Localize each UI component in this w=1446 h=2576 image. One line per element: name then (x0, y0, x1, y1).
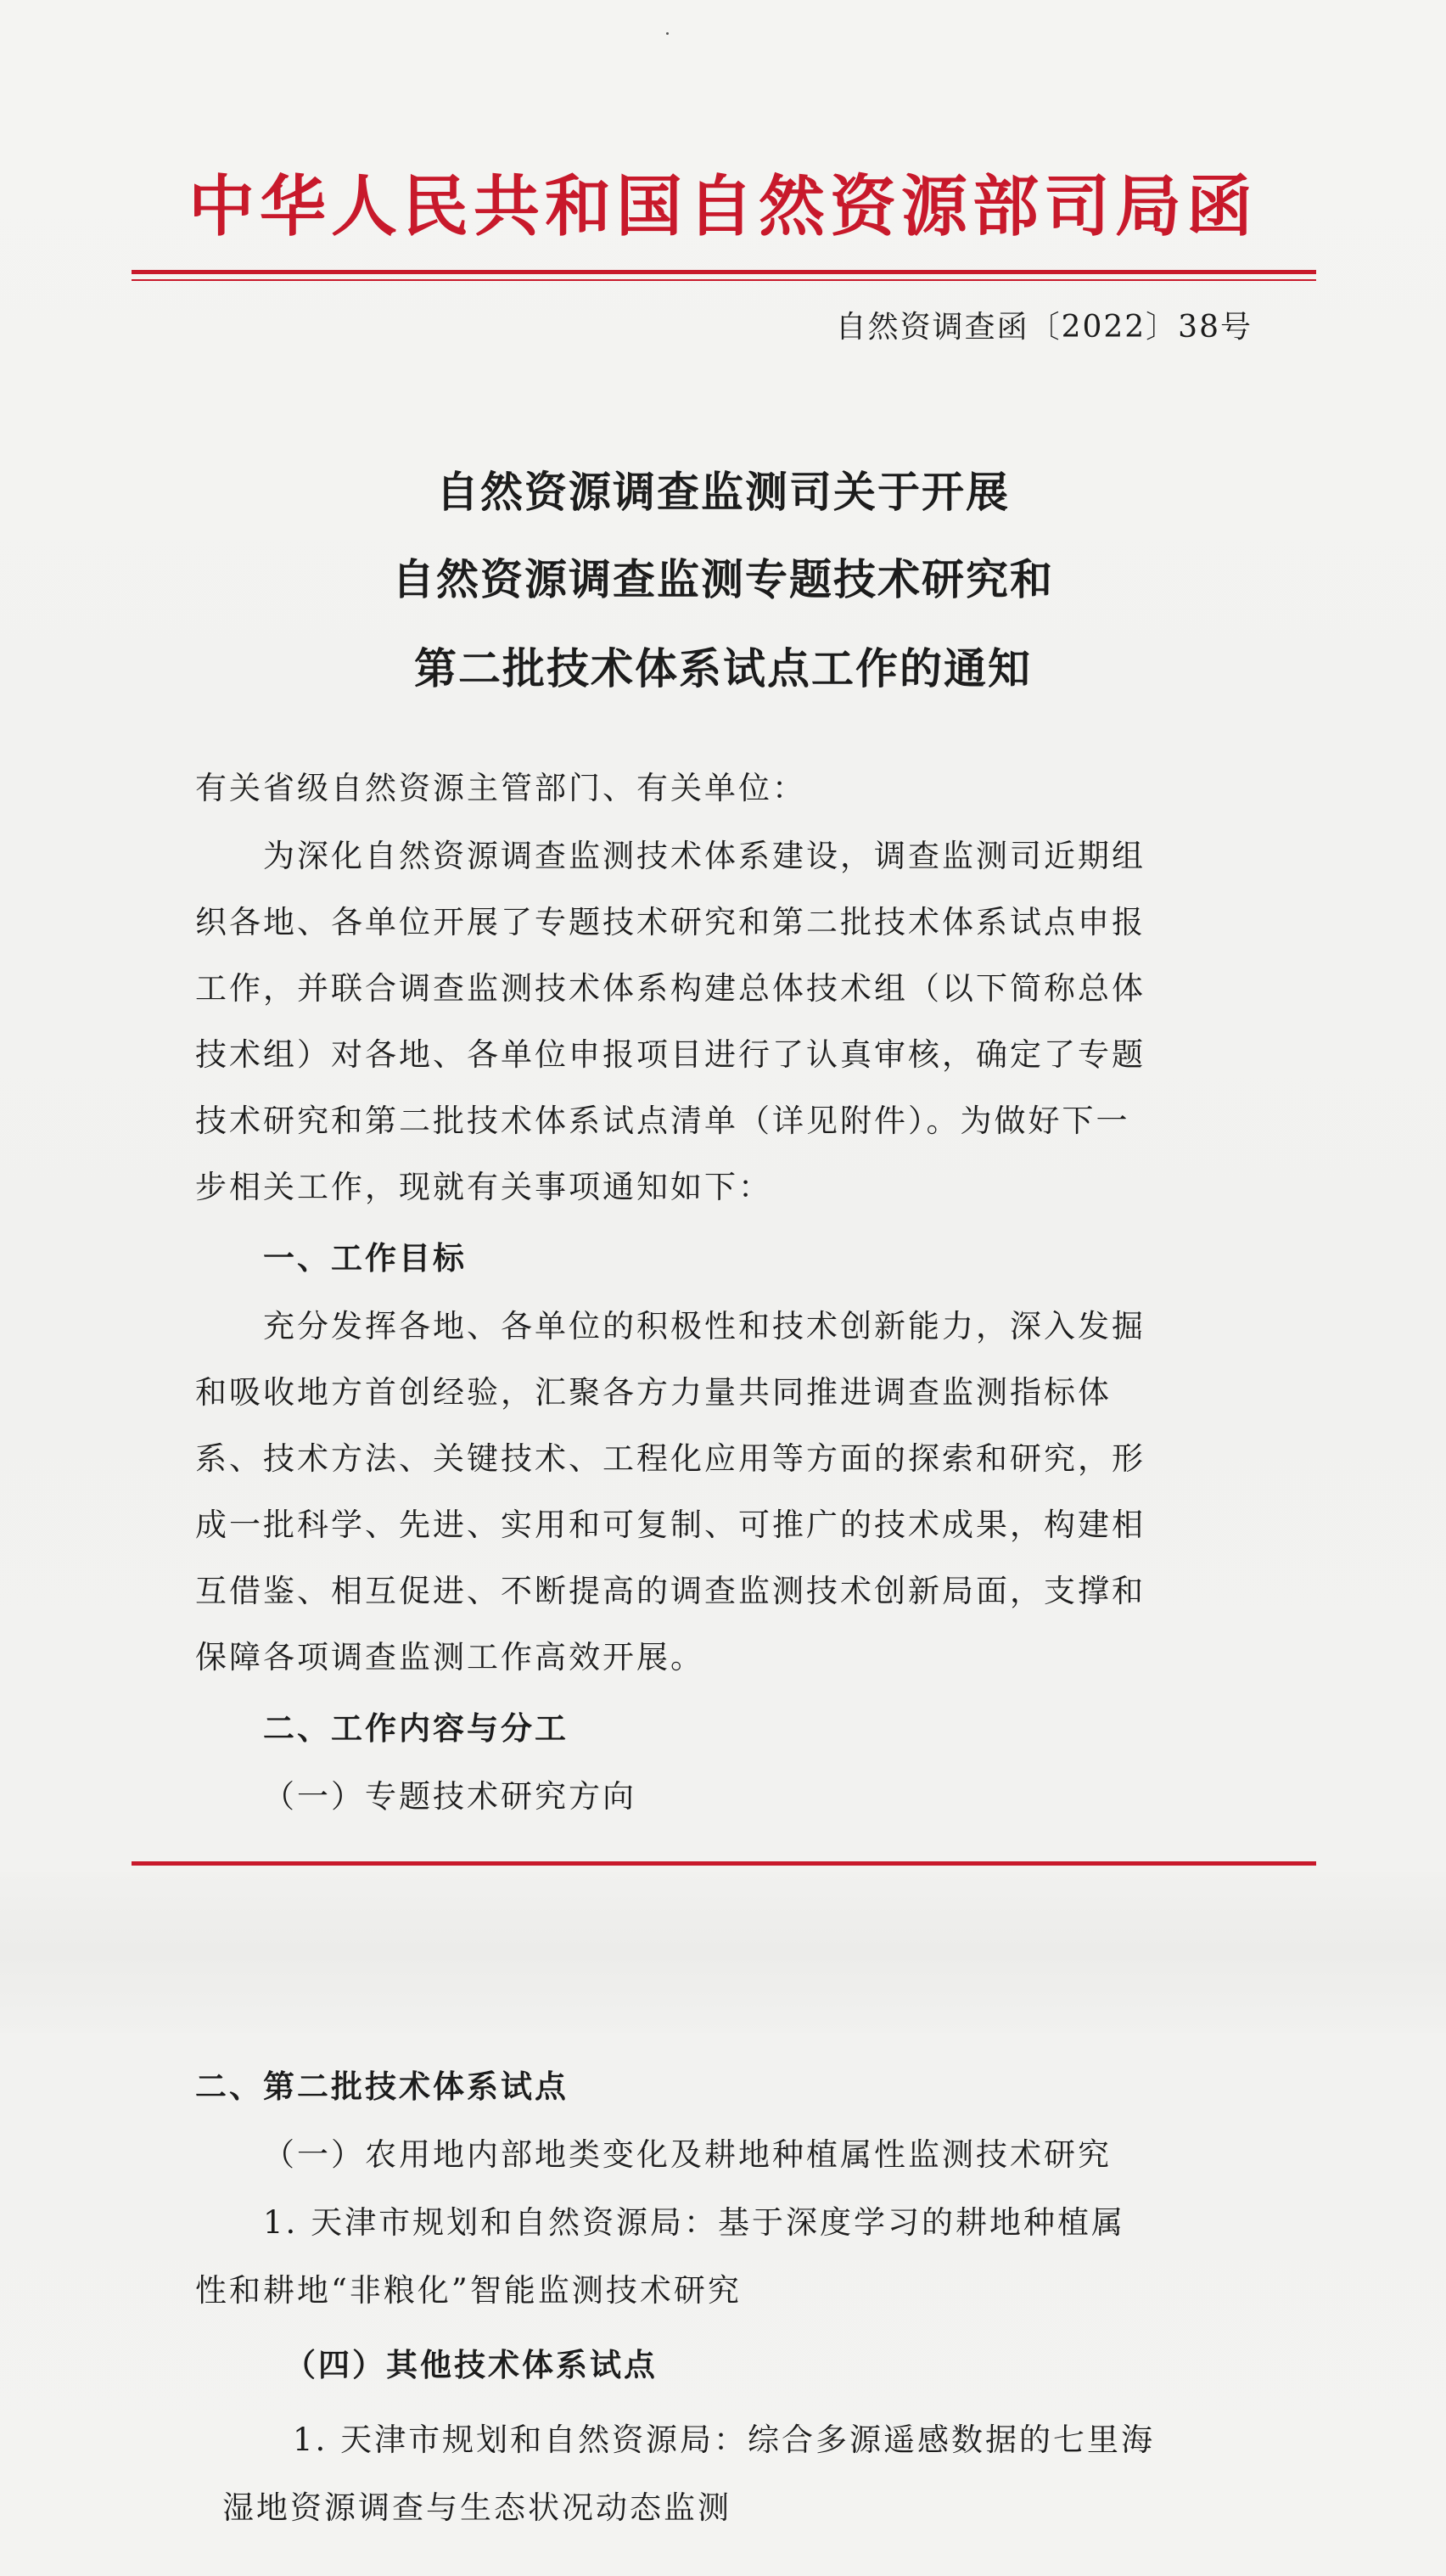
letterhead-title: 中华人民共和国自然资源部司局函 (188, 168, 1258, 245)
attachment-item-1-line-2: 性和耕地“非粮化”智能监测技术研究 (195, 2272, 742, 2309)
scan-speck (666, 32, 669, 35)
intro-line-6: 步相关工作，现就有关事项通知如下： (195, 1169, 772, 1205)
attachment-item-4-line-1: 1. 天津市规划和自然资源局：综合多源遥感数据的七里海 (293, 2422, 1156, 2458)
intro-line-5: 技术研究和第二批技术体系试点清单（详见附件）。为做好下一 (195, 1103, 1130, 1139)
attachment-subheading-1: （一）农用地内部地类变化及耕地种植属性监测技术研究 (263, 2136, 1112, 2173)
letterhead-rule-thick (132, 270, 1316, 274)
section-1-line-4: 成一批科学、先进、实用和可复制、可推广的技术成果，构建相 (195, 1507, 1146, 1543)
page-break-shadow (0, 1872, 1446, 2033)
section-1-line-6: 保障各项调查监测工作高效开展。 (195, 1639, 704, 1675)
section-2-heading: 二、工作内容与分工 (263, 1710, 569, 1747)
notice-title-line-1: 自然资源调查监测司关于开展 (436, 467, 1010, 517)
document-number: 自然资调查函〔2022〕38号 (835, 310, 1253, 345)
attachment-item-1-line-1: 1. 天津市规划和自然资源局：基于深度学习的耕地种植属 (263, 2204, 1126, 2241)
attachment-subheading-4: （四）其他技术体系试点 (284, 2347, 658, 2383)
recipient-line: 有关省级自然资源主管部门、有关单位： (195, 770, 806, 806)
attachment-item-4-line-2: 湿地资源调查与生态状况动态监测 (222, 2489, 731, 2526)
section-1-line-2: 和吸收地方首创经验，汇聚各方力量共同推进调查监测指标体 (195, 1374, 1112, 1411)
intro-line-3: 工作，并联合调查监测技术体系构建总体技术组（以下简称总体 (195, 970, 1146, 1007)
attachment-heading: 二、第二批技术体系试点 (195, 2068, 569, 2105)
intro-line-2: 织各地、各单位开展了专题技术研究和第二批技术体系试点申报 (195, 904, 1146, 940)
intro-line-1: 为深化自然资源调查监测技术体系建设，调查监测司近期组 (263, 838, 1146, 874)
section-2-subheading-1: （一）专题技术研究方向 (263, 1778, 636, 1815)
footer-rule-thick (132, 1861, 1316, 1866)
section-1-heading: 一、工作目标 (263, 1240, 467, 1277)
section-1-line-3: 系、技术方法、关键技术、工程化应用等方面的探索和研究，形 (195, 1440, 1146, 1477)
intro-line-4: 技术组）对各地、各单位申报项目进行了认真审核，确定了专题 (195, 1036, 1146, 1073)
section-1-line-5: 互借鉴、相互促进、不断提高的调查监测技术创新局面，支撑和 (195, 1573, 1146, 1609)
notice-title-line-2: 自然资源调查监测专题技术研究和 (392, 554, 1054, 604)
letterhead-rule-thin (132, 279, 1316, 281)
section-1-line-1: 充分发挥各地、各单位的积极性和技术创新能力，深入发掘 (263, 1308, 1146, 1344)
notice-title-line-3: 第二批技术体系试点工作的通知 (414, 643, 1032, 693)
